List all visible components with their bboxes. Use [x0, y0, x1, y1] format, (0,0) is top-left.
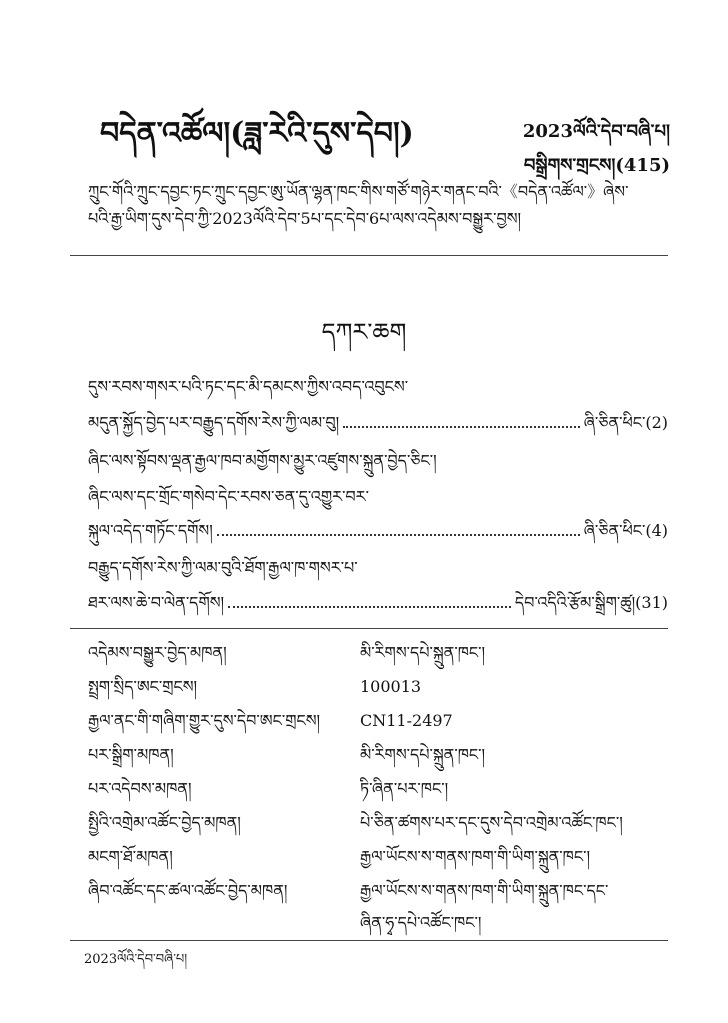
toc-author: ཞི་ཅིན་ཕིང་ — [583, 413, 646, 432]
toc-entry-line — [88, 374, 668, 400]
leader-dots — [343, 412, 579, 428]
leader-dots — [217, 520, 580, 536]
divider — [70, 255, 668, 256]
info-label: སྤྲག་སྲིད་ཨང་གྲངས། — [88, 677, 198, 696]
info-value: རྒྱལ་ཡོངས་ས་གནས་ཁག་གི་ཡིག་སྐྲུན་ཁང་། — [360, 847, 591, 866]
magazine-title: བདེན་འཚོལ།(ཟླ་རེའི་དུས་དེབ།) — [100, 116, 414, 151]
toc-title: ཐར་ལས་ཆེ་བ་ལེན་དགོས། — [88, 593, 225, 612]
toc-title: དུས་རབས་གསར་པའི་ཏང་དང་མི་དམངས་ཀྱིས་འབད་འབུངས་ — [88, 377, 409, 396]
info-label: ཞིབ་འཚོང་དང་ཚལ་འཚོང་བྱེད་མཁན། — [88, 881, 288, 900]
info-row — [88, 810, 668, 836]
info-value: CN11-2497 — [360, 711, 453, 730]
info-value: རྒྱལ་ཡོངས་ས་གནས་ཁག་གི་ཡིག་སྐྲུན་ཁང་དང་ — [360, 881, 609, 900]
leader-dots — [228, 592, 511, 608]
toc-entry-line — [88, 555, 668, 581]
toc-title: བརྒྱུད་དགོས་རེས་ཀྱི་ལམ་བུའི་ཐོག་རྒྱལ་ཁ་གསར་པ་ — [88, 558, 358, 577]
publisher-line: པའི་རྒྱ་ཡིག་དུས་དེབ་ཀྱི་2023ལོའི་དེབ་5པ་དང་དེབ་6པ་ལས་འདེམས་བསྒྱུར་བྱས། — [88, 209, 522, 228]
toc-title: མདུན་སྐྱོད་བྱེད་པར་བརྒྱུད་དགོས་རེས་ཀྱི་ལམ་བུ། — [88, 413, 340, 432]
info-row — [88, 742, 668, 768]
page-footer: 2023ལོའི་དེབ་བཞི་པ། — [84, 952, 188, 967]
toc-author: ཞི་ཅིན་ཕིང་ — [583, 521, 646, 540]
info-row — [88, 878, 668, 904]
info-row — [88, 844, 668, 870]
toc-entry-line — [88, 484, 668, 510]
year-issue: 2023ལོའི་དེབ་བཞི་པ། — [522, 121, 670, 142]
toc-entry-line — [88, 448, 668, 474]
info-value: མི་རིགས་དཔེ་སྐྲུན་ཁང་། — [360, 745, 486, 764]
publisher-line: ཀྲུང་གོའི་ཀྲུང་དབྱང་ཏང་ཀྲུང་དབྱང་ཨུ་ཡོན་ལྷན་ཁང་གིས་གཙོ་གཉེར་གནང་བའི་《བདེན་འཚོལ་》ཞེས་ — [88, 182, 629, 201]
info-label: སྤྱིའི་འགྲེམ་འཚོང་བྱེད་མཁན། — [88, 813, 241, 832]
info-label: འདེམས་བསྒྱུར་བྱེད་མཁན། — [88, 643, 227, 662]
info-value: 100013 — [360, 677, 422, 696]
toc-entry[interactable] — [88, 410, 668, 436]
info-value: པེ་ཅིན་ཚགས་པར་དང་དུས་དེབ་འགྲེམ་འཚོང་ཁང་། — [360, 813, 623, 832]
info-value: མི་རིགས་དཔེ་སྐྲུན་ཁང་། — [360, 643, 486, 662]
info-row — [88, 776, 668, 802]
toc-page: (4) — [645, 521, 668, 540]
info-label: མངག་ཐོ་མཁན། — [88, 847, 173, 866]
info-row — [88, 640, 668, 666]
toc-entry[interactable] — [88, 518, 668, 544]
info-value: ཏི་ཞིན་པར་ཁང་། — [360, 779, 449, 798]
divider — [70, 940, 668, 941]
divider — [70, 628, 668, 629]
info-label: པར་སྒྲིག་མཁན། — [88, 745, 174, 764]
toc-page: (31) — [635, 593, 668, 612]
toc-title: ཞིང་ལས་དང་གྲོང་གསེབ་དེང་རབས་ཅན་དུ་འགྱུར་བར་ — [88, 487, 370, 506]
publisher-statement — [88, 178, 668, 232]
info-row — [88, 708, 668, 734]
info-value: ཞིན་ཧྭ་དཔེ་འཚོང་ཁང་། — [360, 913, 482, 932]
contents-heading: དཀར་ཆག — [321, 318, 407, 346]
toc-author: དེབ་འདིའི་རྩོམ་སྒྲིག་ཚུ། — [514, 593, 636, 612]
toc-title: སྐུལ་འདེད་གཏོང་དགོས། — [88, 521, 213, 540]
issue-number: བསྒྲིགས་གྲངས།(415) — [523, 155, 670, 176]
toc-entry[interactable] — [88, 590, 668, 616]
info-row — [88, 910, 668, 936]
info-row — [88, 674, 668, 700]
toc-page: (2) — [645, 413, 668, 432]
info-label: པར་འདེབས་མཁན། — [88, 779, 192, 798]
info-label: རྒྱལ་ནང་གི་གཞིག་གྱུར་དུས་དེབ་ཨང་གྲངས། — [88, 711, 321, 730]
toc-title: ཞིང་ལས་སྟོབས་ལྡན་རྒྱལ་ཁབ་མགྱོགས་མྱུར་འཛུགས་སྐྲུན་བྱེད་ཅིང་། — [88, 451, 437, 470]
